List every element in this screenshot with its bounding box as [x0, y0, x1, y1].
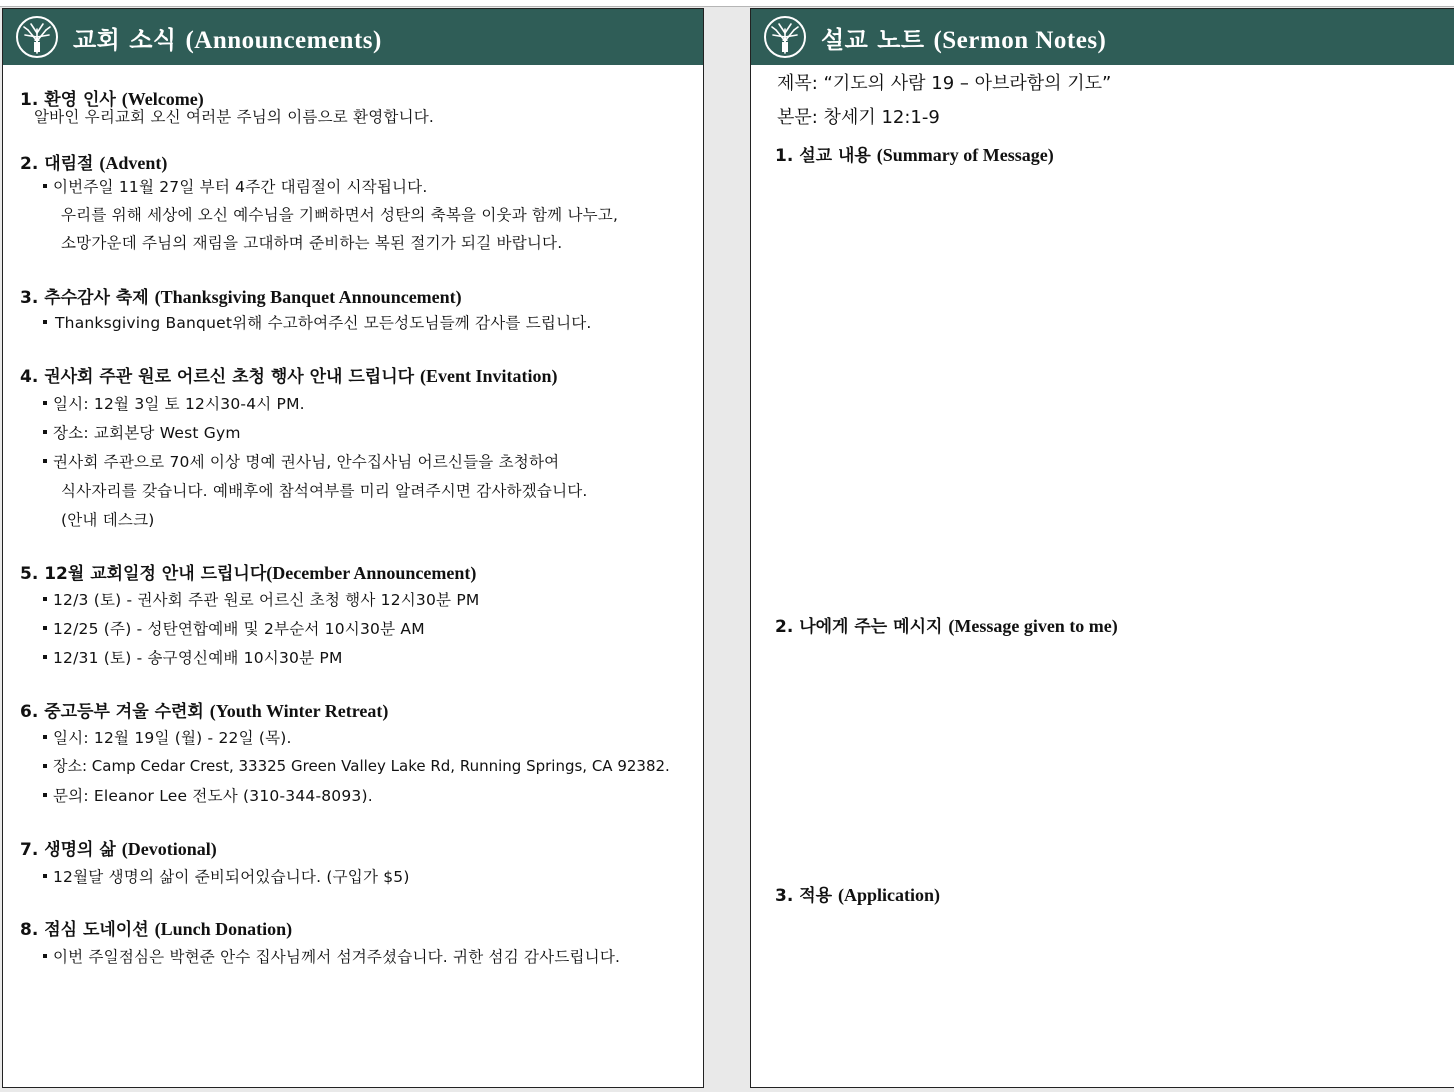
bullet-marker [43, 597, 47, 601]
advent-bullet-text: 이번주일 11월 27일 부터 4주간 대림절이 시작됩니다. [53, 178, 428, 196]
bullet-marker [43, 793, 47, 797]
retreat-date-line: 일시: 12월 19일 (월) - 22일 (목). [53, 729, 292, 747]
section-title-ko: 1. 설교 내용 [775, 146, 871, 166]
sermon-scripture-line: 본문: 창세기 12:1-9 [777, 107, 940, 128]
church-tree-logo-icon [15, 15, 59, 59]
retreat-place-line: 장소: Camp Cedar Crest, 33325 Green Valley Lake Rd, Running Springs, CA 92382. [53, 757, 670, 775]
section-title-en: (Summary of Message) [876, 145, 1054, 165]
sermon-notes-header [751, 9, 1454, 65]
bullet-marker [43, 626, 47, 630]
section-title-devotional [20, 835, 217, 860]
section-title-ko: 7. 생명의 삶 [20, 840, 116, 860]
bullet-marker [43, 655, 47, 659]
thanksgiving-bullet-text: Thanksgiving Banquet위해 수고하여주신 모든성도님들께 감사를 드립니다. [55, 314, 592, 332]
announcements-header-en: (Announcements) [185, 26, 382, 54]
bullet-marker [43, 459, 47, 463]
bullet-marker [43, 874, 47, 878]
section-title-ko: 3. 추수감사 축제 [20, 288, 149, 308]
event-desc-continuation-1: 식사자리를 갖습니다. 예배후에 참석여부를 미리 알려주시면 감사하겠습니다. [61, 482, 588, 500]
section-title-en: (Welcome) [121, 89, 204, 109]
section-title-ko: 1. 환영 인사 [20, 90, 116, 110]
event-desc-line: 권사회 주관으로 70세 이상 명예 권사님, 안수집사님 어르신들을 초청하여 [53, 453, 560, 471]
section-title-en: (Youth Winter Retreat) [209, 701, 389, 721]
church-tree-logo-icon [763, 15, 807, 59]
december-line-1: 12/3 (토) - 권사회 주관 원로 어르신 초청 행사 12시30분 PM [53, 591, 480, 609]
section-title-ko: 8. 점심 도네이션 [20, 920, 149, 940]
section-title-ko: 3. 적용 [775, 886, 833, 906]
announcements-header-ko: 교회 소식 [73, 25, 177, 54]
december-line-2: 12/25 (주) - 성탄연합예배 및 2부순서 10시30분 AM [53, 620, 425, 638]
lunch-donation-line: 이번 주일점심은 박현준 안수 집사님께서 섬겨주셨습니다. 귀한 섬김 감사드립니다. [53, 948, 621, 966]
retreat-contact-line: 문의: Eleanor Lee 전도사 (310-344-8093). [53, 787, 373, 805]
advent-continuation-1: 우리를 위해 세상에 오신 예수님을 기뻐하면서 성탄의 축복을 이웃과 함께 나누고, [61, 206, 619, 224]
december-line-3: 12/31 (토) - 송구영신예배 10시30분 PM [53, 649, 343, 667]
bullet-marker [43, 320, 47, 324]
section-title-en: (Advent) [99, 153, 168, 173]
section-title-ko: 5. 12월 교회일정 안내 드립니다 [20, 564, 267, 584]
section-title-en: (Application) [837, 885, 940, 905]
section-title-event-invitation [20, 362, 558, 387]
section-title-lunch-donation [20, 915, 292, 940]
section-title-youth-retreat [20, 697, 388, 722]
section-title-ko: 2. 대림절 [20, 154, 94, 174]
bullet-marker [43, 184, 47, 188]
section-title-thanksgiving [20, 283, 462, 308]
section-title-en: (Message given to me) [948, 616, 1118, 636]
sermon-section-application [775, 881, 940, 906]
section-title-ko: 4. 권사회 주관 원로 어르신 초청 행사 안내 드립니다 [20, 367, 415, 387]
section-title-en: (Event Invitation) [420, 366, 558, 386]
sermon-notes-header-ko: 설교 노트 [821, 25, 925, 54]
welcome-line: 알바인 우리교회 오신 여러분 주님의 이름으로 환영합니다. [34, 108, 435, 126]
section-title-december [20, 559, 476, 584]
sermon-notes-panel [750, 8, 1454, 1088]
section-title-ko: 6. 중고등부 겨울 수련회 [20, 702, 204, 722]
event-place-line: 장소: 교회본당 West Gym [53, 424, 241, 442]
bullet-marker [43, 954, 47, 958]
section-title-en: (December Announcement) [266, 563, 477, 583]
announcements-header-title [73, 20, 382, 55]
sermon-notes-header-en: (Sermon Notes) [933, 26, 1107, 54]
top-border [0, 0, 1454, 7]
section-title-en: (Lunch Donation) [154, 919, 293, 939]
bullet-marker [43, 401, 47, 405]
bullet-marker [43, 764, 47, 768]
section-title-en: (Devotional) [121, 839, 217, 859]
event-date-line: 일시: 12월 3일 토 12시30-4시 PM. [53, 395, 305, 413]
section-title-advent [20, 149, 167, 174]
devotional-line: 12월달 생명의 삶이 준비되어있습니다. (구입가 $5) [53, 868, 410, 886]
bullet-marker [43, 735, 47, 739]
section-title-en: (Thanksgiving Banquet Announcement) [154, 287, 462, 307]
sermon-title-line: 제목: “기도의 사람 19 – 아브라함의 기도” [777, 73, 1112, 94]
bullet-marker [43, 430, 47, 434]
section-title-ko: 2. 나에게 주는 메시지 [775, 617, 943, 637]
advent-continuation-2: 소망가운데 주님의 재림을 고대하며 준비하는 복된 절기가 되길 바랍니다. [61, 234, 563, 252]
announcements-panel [2, 8, 704, 1088]
announcements-header [3, 9, 703, 65]
sermon-section-summary [775, 141, 1054, 166]
sermon-section-message [775, 612, 1118, 637]
sermon-notes-header-title [821, 20, 1106, 55]
event-desc-continuation-2: (안내 데스크) [61, 511, 155, 529]
